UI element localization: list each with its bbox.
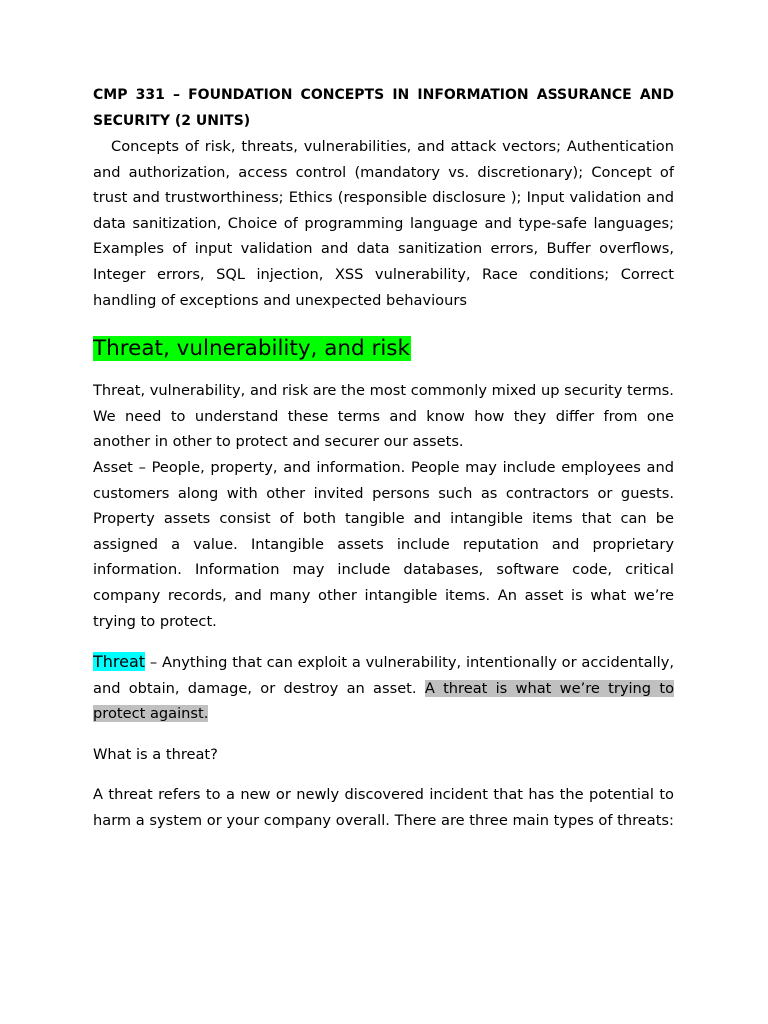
section-heading: Threat, vulnerability, and risk: [93, 336, 410, 362]
threat-definition: – Anything that can exploit a vulnerability, intentionally or accidentally, and obtain, damage, or destroy an asset.: [93, 654, 674, 697]
asset-paragraph: Asset – People, property, and information. People may include employees and customers along with other invited persons such as contractors or guests. Property assets consist of both tangible and intangible items that can be assigned a value. Intangible assets include reputation and proprietary information. Information may include databases, software code, critical company records, and many other intangible items. An asset is what we’re trying to protect.: [93, 458, 674, 630]
threat-question: What is a threat?: [93, 745, 218, 763]
threat-paragraph: [93, 649, 674, 727]
intro-paragraph: Threat, vulnerability, and risk are the most commonly mixed up security terms.: [93, 382, 674, 400]
section-heading-block: [93, 333, 674, 366]
understand-paragraph: We need to understand these terms and know how they differ from one another in other to protect and securer our assets.: [93, 407, 674, 451]
course-title: CMP 331 – FOUNDATION CONCEPTS IN INFORMATION ASSURANCE AND SECURITY (2 UNITS): [93, 87, 674, 129]
threat-explanation: A threat refers to a new or newly discovered incident that has the potential to harm a system or your company overall. There are three main types of threats:: [93, 786, 674, 830]
document-page: [93, 82, 674, 834]
course-description: Concepts of risk, threats, vulnerabilities, and attack vectors; Authentication and authorization, access control (mandatory vs. discretionary); Concept of trust and trustworthiness; Ethics (responsible disclosure ); Input validation and data sanitization, Choice of programming language and type-safe languages; Examples of input validation and data sanitization errors, Buffer overflows, Integer errors, SQL injection, XSS vulnerability, Race conditions; Correct handling of exceptions and unexpected behaviours: [93, 138, 674, 309]
threat-highlighted-sentence: A threat is what we’re trying to protect against.: [93, 679, 674, 723]
threat-term: Threat: [93, 652, 146, 672]
